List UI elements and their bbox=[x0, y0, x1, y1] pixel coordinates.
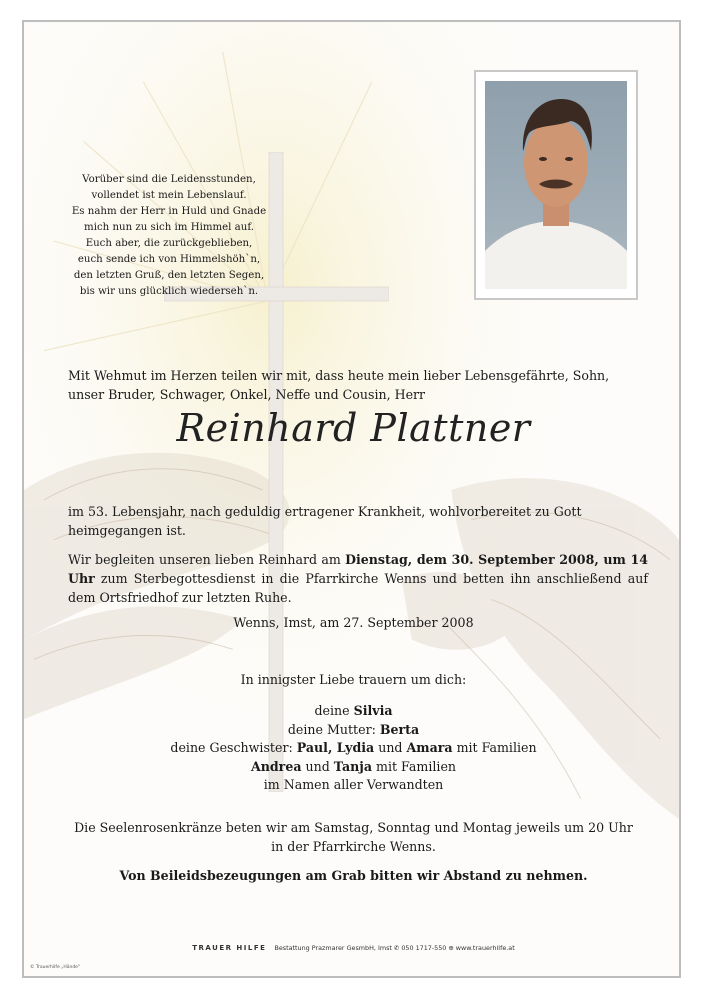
poem-line: vollendet ist mein Lebenslauf. bbox=[91, 190, 247, 201]
poem-line: Es nahm der Herr in Huld und Gnade bbox=[71, 206, 267, 217]
mourning-intro: In innigster Liebe trauern um dich: bbox=[240, 672, 467, 687]
burial-date: Dienstag, dem 30. September 2008, um 14 Uhr bbox=[68, 552, 648, 586]
mourner-name: Andrea bbox=[250, 758, 302, 774]
poem-line: Vorüber sind die Leidensstunden, bbox=[82, 174, 256, 185]
mourner-relation: deine Mutter: bbox=[287, 721, 380, 737]
mourner-relation: deine bbox=[314, 703, 354, 718]
place-and-date: Wenns, Imst, am 27. September 2008 bbox=[233, 615, 474, 630]
announcement-intro: Mit Wehmut im Herzen teilen wir mit, dass heute mein lieber Lebensgefährte, Sohn, unser Bruder, Schwager, Onkel, Neffe und Cousin, Herr bbox=[68, 368, 610, 402]
mourner-line bbox=[24, 721, 681, 740]
footer-company: Bestattung Prazmarer GesmbH, Imst bbox=[274, 944, 392, 952]
mourner-name: Berta bbox=[379, 721, 420, 737]
poem-line: mich nun zu sich im Himmel auf. bbox=[84, 222, 254, 233]
mourners-list bbox=[24, 702, 681, 795]
mourner-name: Tanja bbox=[333, 758, 372, 774]
burial-rest: zum Sterbegottesdienst in die Pfarrkirche Wenns und betten ihn anschließend auf dem Ortsfriedhof zur letzten Ruhe. bbox=[68, 571, 648, 605]
footer bbox=[24, 944, 681, 952]
rosary-line: in der Pfarrkirche Wenns. bbox=[271, 839, 436, 854]
mourner-line: im Namen aller Verwandten bbox=[263, 777, 444, 792]
condolence-request: Von Beileidsbezeugungen am Grab bitten wir Abstand zu nehmen. bbox=[119, 868, 588, 883]
poem-line: bis wir uns glücklich wiederseh`n. bbox=[79, 286, 259, 297]
burial-lead: Wir begleiten unseren lieben Reinhard am bbox=[68, 552, 346, 567]
rosary-line: Die Seelenrosenkränze beten wir am Samstag, Sonntag und Montag jeweils um 20 Uhr bbox=[74, 820, 633, 835]
mourner-relation: deine Geschwister: bbox=[170, 740, 297, 755]
globe-icon: ⊕ bbox=[448, 944, 456, 952]
deceased-name: Reinhard Plattner bbox=[176, 406, 531, 450]
mourner-line bbox=[24, 739, 681, 758]
phone-icon: ✆ bbox=[393, 944, 400, 952]
portrait-frame bbox=[474, 70, 638, 300]
mourner-name: Silvia bbox=[353, 703, 393, 718]
rosary-notice bbox=[24, 818, 681, 856]
portrait-photo bbox=[485, 81, 627, 289]
footer-phone: 050 1717-550 bbox=[401, 944, 447, 952]
portrait-illustration bbox=[485, 81, 627, 289]
poem-line: den letzten Gruß, den letzten Segen, bbox=[73, 270, 265, 281]
mourner-suffix: mit Familien bbox=[452, 740, 537, 755]
copyright-note: © Trauerhilfe „Hände“ bbox=[30, 965, 81, 970]
footer-website[interactable]: www.trauerhilfe.at bbox=[455, 944, 515, 952]
mourner-name: Paul, Lydia bbox=[296, 740, 375, 755]
mourner-line bbox=[24, 702, 681, 721]
footer-brand: TRAUER HILFE bbox=[192, 944, 267, 952]
burial-notice bbox=[68, 550, 648, 607]
parte-frame bbox=[22, 20, 681, 978]
poem-line: euch sende ich von Himmelshöh`n, bbox=[77, 254, 261, 265]
age-statement: im 53. Lebensjahr, nach geduldig ertragener Krankheit, wohlvorbereitet zu Gott heimgegangen ist. bbox=[68, 504, 582, 538]
mourner-suffix: mit Familien bbox=[372, 758, 457, 774]
mourner-name: Amara bbox=[406, 740, 453, 755]
poem-line: Euch aber, die zurückgeblieben, bbox=[85, 238, 253, 249]
mourner-line bbox=[24, 758, 681, 777]
mourner-connector: und bbox=[374, 740, 407, 755]
poem bbox=[64, 172, 274, 300]
mourner-connector: und bbox=[301, 758, 334, 774]
